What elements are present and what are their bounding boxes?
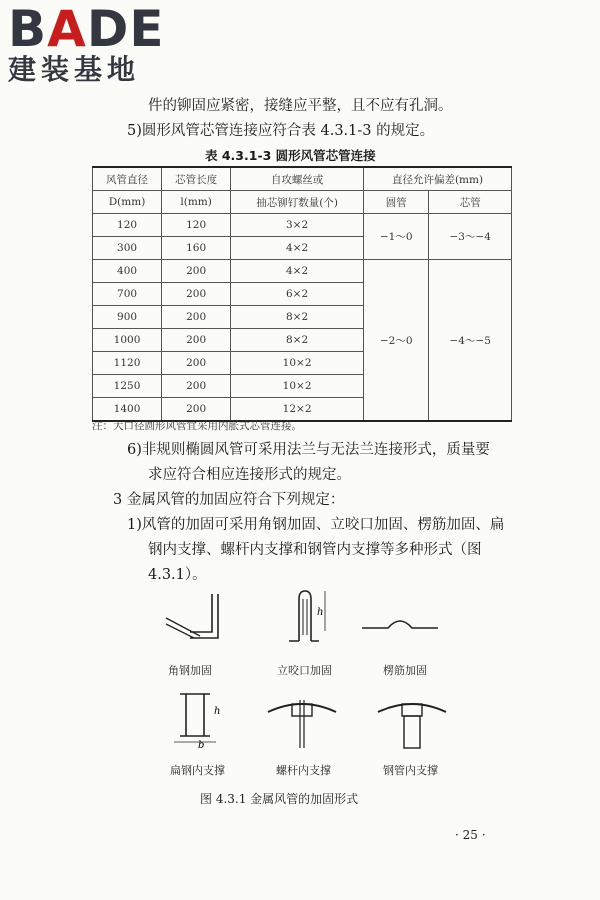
header-len: 芯管长度 — [162, 167, 231, 191]
header-screw-unit: 抽芯铆钉数量(个) — [231, 191, 364, 214]
table-row: 1250 200 10×2 — [93, 375, 512, 398]
table-row: 700 200 6×2 — [93, 283, 512, 306]
bolt-figure — [262, 690, 342, 750]
logo-subtitle: 建装基地 — [8, 53, 141, 86]
header-tol: 直径允许偏差(mm) — [364, 167, 512, 191]
item-1-line-1: 1)风管的加固可采用角钢加固、立咬口加固、楞筋加固、扁 — [127, 517, 505, 533]
dim-h-1: h — [317, 607, 324, 618]
rib-figure — [360, 610, 440, 640]
header-dia: 风管直径 — [93, 167, 162, 191]
flat-steel-figure — [170, 690, 230, 748]
text-line-1: 件的铆固应紧密，接缝应平整，且不应有孔洞。 — [148, 98, 453, 114]
standing-seam-figure — [285, 585, 345, 645]
label-tube: 钢管内支撑 — [383, 764, 438, 777]
logo-wordmark: BADE — [8, 0, 165, 58]
table-row: 1120 200 10×2 — [93, 352, 512, 375]
table-row: 900 200 8×2 — [93, 306, 512, 329]
dim-b: b — [198, 740, 205, 748]
spec-table — [92, 166, 512, 422]
item-3: 3 金属风管的加固应符合下列规定： — [113, 492, 345, 508]
header-tol-pipe: 圆管 — [364, 191, 429, 214]
tube-figure — [372, 690, 452, 750]
item-6-line-1: 6)非规则椭圆风管可采用法兰与无法兰连接形式，质量要 — [127, 442, 490, 458]
group1-core-tol: −3～−4 — [429, 214, 512, 260]
item-6-line-2: 求应符合相应连接形式的规定。 — [148, 467, 351, 483]
header-screw: 自攻螺丝或 — [231, 167, 364, 191]
header-tol-core: 芯管 — [429, 191, 512, 214]
header-dia-unit: D(mm) — [93, 191, 162, 214]
label-bolt: 螺杆内支撑 — [276, 764, 331, 777]
angle-steel-figure — [160, 588, 240, 646]
table-row: 120 120 3×2 −1～0 −3～−4 — [93, 214, 512, 237]
group2-core-tol: −4～−5 — [429, 260, 512, 422]
figure-caption: 图 4.3.1 金属风管的加固形式 — [200, 792, 359, 806]
header-len-unit: l(mm) — [162, 191, 231, 214]
label-seam: 立咬口加固 — [277, 664, 332, 677]
table-row: 400 200 4×2 −2～0 −4～−5 — [93, 260, 512, 283]
item-1-line-2: 钢内支撑、螺杆内支撑和钢管内支撑等多种形式（图 — [148, 542, 482, 558]
table-row: 1000 200 8×2 — [93, 329, 512, 352]
group1-pipe-tol: −1～0 — [364, 214, 429, 260]
table-caption: 表 4.3.1-3 圆形风管芯管连接 — [205, 148, 376, 163]
table-note: 注：大口径圆形风管宜采用内胀式芯管连接。 — [92, 420, 302, 432]
item-1-line-3: 4.3.1）。 — [148, 567, 207, 583]
label-angle: 角钢加固 — [168, 664, 212, 677]
table-row: 300 160 4×2 — [93, 237, 512, 260]
item-5: 5)圆形风管芯管连接应符合表 4.3.1-3 的规定。 — [127, 123, 435, 139]
label-flat: 扁钢内支撑 — [170, 764, 225, 777]
page-number: · 25 · — [455, 828, 486, 842]
dim-h-2: h — [214, 706, 221, 717]
table-row: 1400 200 12×2 — [93, 398, 512, 422]
logo — [8, 2, 178, 86]
label-rib: 楞筋加固 — [383, 664, 427, 677]
group2-pipe-tol: −2～0 — [364, 260, 429, 422]
